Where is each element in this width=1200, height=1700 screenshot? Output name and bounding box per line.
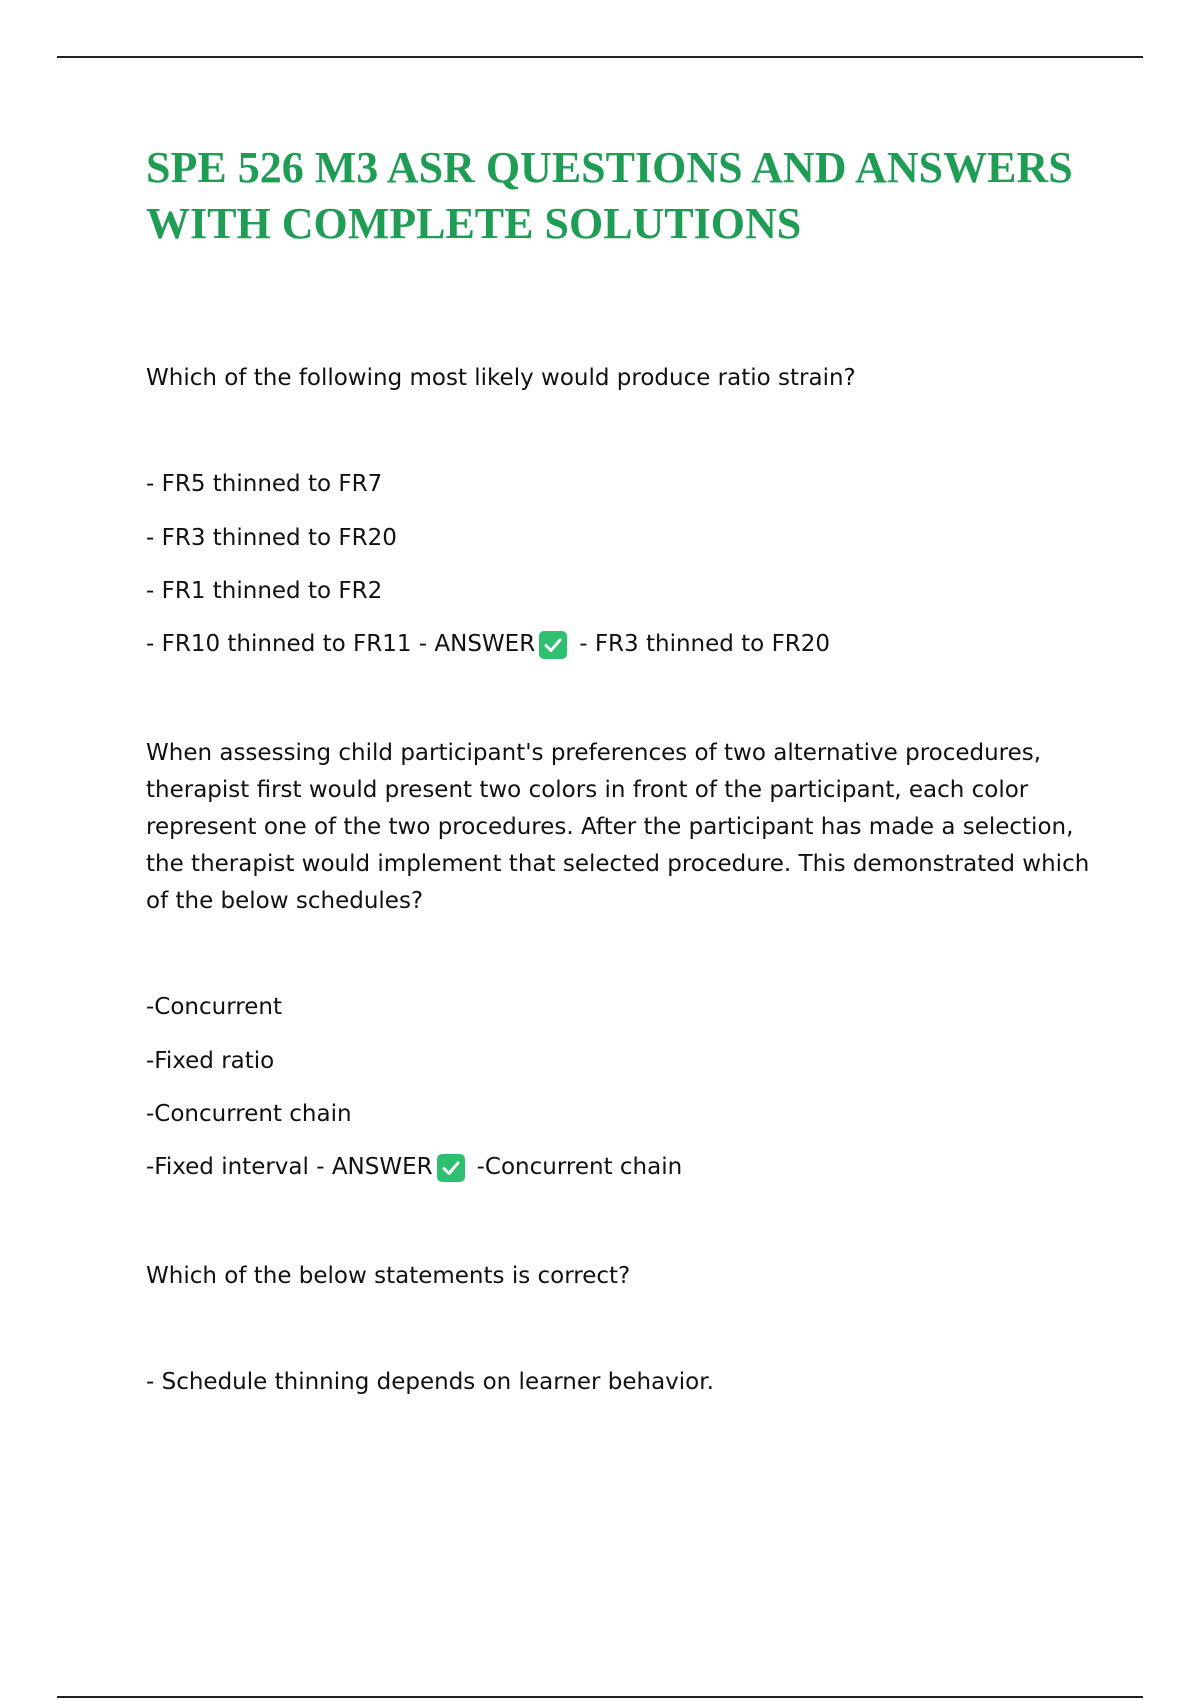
title-line-1: SPE 526 M3 ASR QUESTIONS AND ANSWERS	[146, 143, 1073, 192]
check-mark-icon	[539, 631, 567, 659]
question-2-answer: -Concurrent chain	[476, 1154, 683, 1180]
top-rule	[57, 56, 1143, 58]
question-1-answer: - FR3 thinned to FR20	[579, 631, 831, 657]
question-2-option-2: -Fixed ratio	[146, 1048, 275, 1074]
question-1-answer-row	[146, 626, 1096, 663]
question-2-option-4-answer-label: -Fixed interval - ANSWER	[146, 1154, 433, 1180]
question-3-option-1: - Schedule thinning depends on learner behavior.	[146, 1369, 714, 1395]
question-2-option-1: -Concurrent	[146, 994, 282, 1020]
bottom-rule	[57, 1696, 1143, 1698]
question-1-option-4-answer-label: - FR10 thinned to FR11 - ANSWER	[146, 631, 536, 657]
question-1-prompt: Which of the following most likely would produce ratio strain?	[146, 365, 856, 391]
question-3-prompt: Which of the below statements is correct?	[146, 1263, 631, 1289]
title-line-2: WITH COMPLETE SOLUTIONS	[146, 199, 802, 248]
question-2-prompt: When assessing child participant's preferences of two alternative procedures, therapist first would present two colors in front of the participant, each color represent one of the two procedures. After the participant has made a selection, the therapist would implement that selected procedure. This demonstrated which of the below schedules?	[146, 740, 1090, 914]
question-1-option-2: - FR3 thinned to FR20	[146, 525, 397, 551]
question-2-option-3: -Concurrent chain	[146, 1101, 352, 1127]
check-mark-icon	[437, 1154, 465, 1182]
document-title	[146, 140, 1096, 252]
question-2-answer-row	[146, 1149, 1096, 1186]
document-body	[146, 140, 1096, 1401]
question-1-option-3: - FR1 thinned to FR2	[146, 578, 383, 604]
question-1-option-1: - FR5 thinned to FR7	[146, 471, 383, 497]
